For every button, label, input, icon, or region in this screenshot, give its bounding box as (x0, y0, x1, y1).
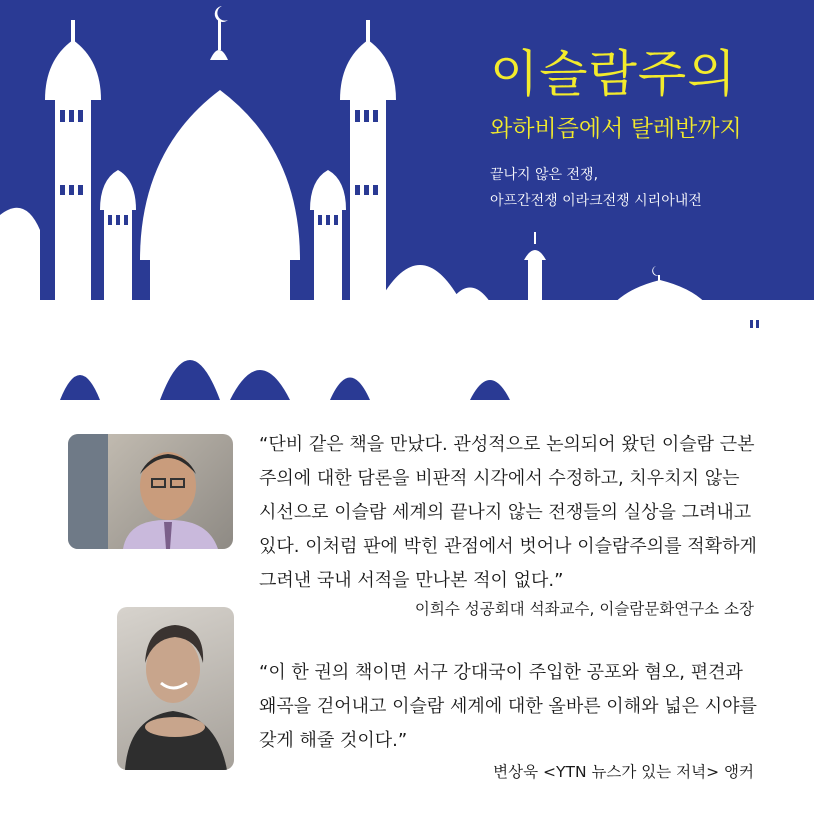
endorser-photo-1 (68, 434, 233, 549)
crescent-icon (215, 6, 228, 22)
tagline-line-2: 아프간전쟁 이라크전쟁 시리아내전 (490, 193, 702, 209)
endorsement-quote-1: “단비 같은 책을 만났다. 관성적으로 논의되어 왔던 이슬람 근본주의에 대한 담론을 비판적 시각에서 수정하고, 치우치지 않는 시선으로 이슬람 세계의 끝나지 않는 전쟁들의 실상을 그려내고 있다. 이처럼 판에 박힌 관점에서 벗어나 이슬람주의를 적확하게 그려낸 국내 서적을 만나본 적이 없다.” (259, 434, 757, 591)
crescent-icon-small (652, 266, 660, 276)
book-title: 이슬람주의 (490, 45, 737, 103)
endorser-photo-2 (117, 607, 234, 770)
endorsement-attribution-1: 이희수 성공회대 석좌교수, 이슬람문화연구소 소장 (414, 600, 754, 618)
book-subtitle: 와하비즘에서 탈레반까지 (490, 116, 742, 142)
endorsement-quote-2: “이 한 권의 책이면 서구 강대국이 주입한 공포와 혐오, 편견과 왜곡을 걷어내고 이슬람 세계에 대한 올바른 이해와 넓은 시야를 갖게 해줄 것이다.” (259, 662, 757, 751)
banner (0, 0, 814, 400)
tagline-line-1: 끝나지 않은 전쟁, (490, 167, 599, 183)
portrait-man-smiling-icon (117, 607, 234, 770)
portrait-man-glasses-icon (68, 434, 233, 549)
endorsement-attribution-2: 변상욱 <YTN 뉴스가 있는 저녁> 앵커 (493, 763, 754, 781)
